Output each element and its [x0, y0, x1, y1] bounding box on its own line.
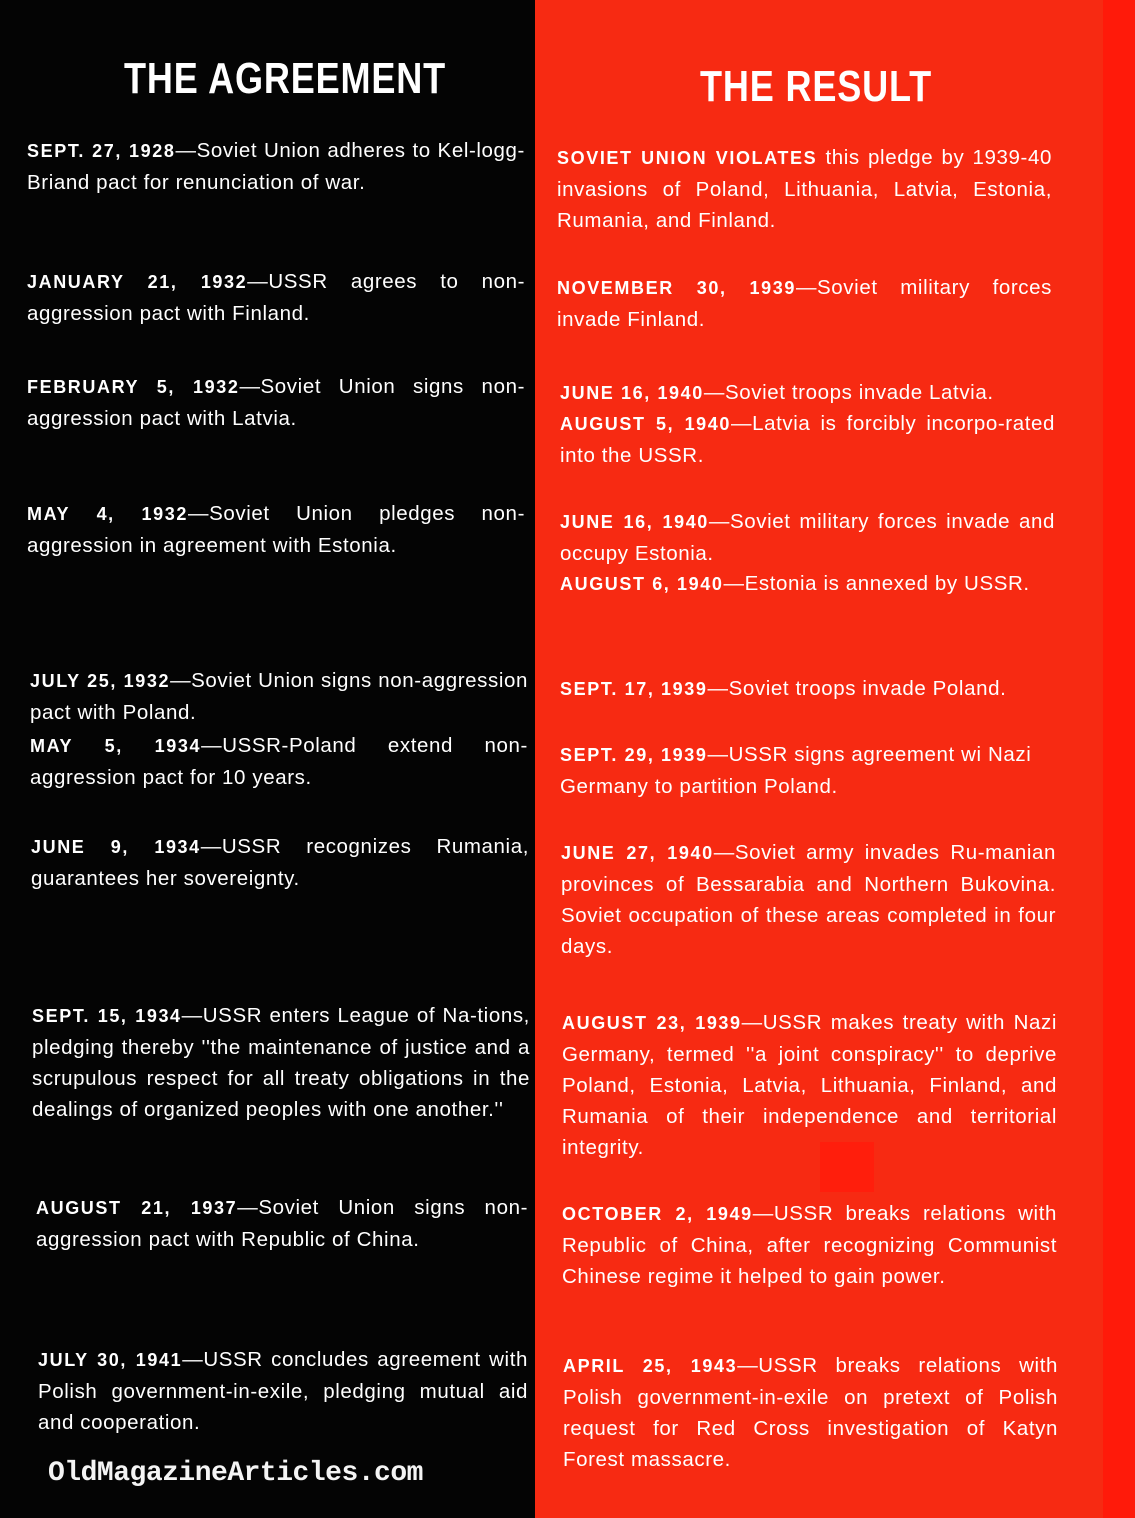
result-entry — [562, 1007, 1057, 1163]
entry-date: FEBRUARY 5, 1932 — [27, 377, 240, 397]
result-entry — [560, 673, 1055, 705]
agreement-entry — [30, 665, 528, 728]
entry-text: —USSR agrees to non-aggression pact with Finland. — [27, 270, 526, 325]
watermark: OldMagazineArticles.com — [48, 1458, 423, 1489]
entry-date: SEPT. 17, 1939 — [560, 679, 708, 699]
entry-date: JUNE 16, 1940 — [560, 383, 704, 403]
result-entry — [560, 408, 1055, 471]
entry-text: —USSR recognizes Rumania, guarantees her sovereignty. — [31, 835, 529, 890]
entry-date: JULY 25, 1932 — [30, 671, 171, 691]
entry-text: —USSR concludes agreement with Polish government-in-exile, pledging mutual aid and cooperation. — [38, 1348, 528, 1434]
entry-text: —Soviet troops invade Latvia. — [703, 381, 994, 404]
entry-text: —Estonia is annexed by USSR. — [723, 572, 1030, 595]
entry-date: AUGUST 5, 1940 — [560, 414, 732, 434]
entry-text: —USSR-Poland extend non-aggression pact for 10 years. — [30, 734, 528, 789]
result-entry — [562, 1198, 1057, 1292]
entry-text: —USSR enters League of Na-tions, pledging thereby ''the maintenance of justice and a scrupulous respect for all treaty obligations in the dealings of organized peoples with one another.'' — [32, 1004, 530, 1121]
result-entry — [557, 142, 1052, 236]
result-entry — [560, 739, 1036, 802]
entry-text: —Soviet army invades Ru-manian provinces of Bessarabia and Northern Bukovina. Soviet occupation of these areas completed in four days. — [561, 841, 1056, 958]
result-entry — [560, 377, 1055, 409]
agreement-entry — [38, 1344, 528, 1438]
entry-date: JUNE 9, 1934 — [31, 837, 201, 857]
result-entry — [563, 1350, 1058, 1475]
entry-date: SEPT. 27, 1928 — [27, 141, 176, 161]
entry-date: JANUARY 21, 1932 — [27, 272, 248, 292]
entry-text: —Soviet Union adheres to Kel-logg-Briand pact for renunciation of war. — [27, 139, 525, 194]
entry-text: —USSR breaks relations with Republic of China, after recognizing Communist Chinese regime it helped to gain power. — [562, 1202, 1058, 1288]
entry-date: JUNE 27, 1940 — [561, 843, 714, 863]
result-title: THE RESULT — [700, 62, 933, 111]
right-edge-strip — [1103, 0, 1135, 1518]
result-entry — [560, 568, 1055, 600]
agreement-entry — [32, 1000, 530, 1125]
entry-text: —Soviet military forces invade Finland. — [557, 276, 1052, 331]
entry-date: MAY 5, 1934 — [30, 736, 202, 756]
agreement-title: THE AGREEMENT — [124, 54, 447, 103]
entry-date: MAY 4, 1932 — [27, 504, 188, 524]
entry-text: —Soviet military forces invade and occupy Estonia. — [560, 510, 1055, 565]
entry-text: —USSR breaks relations with Polish government-in-exile on pretext of Polish request for Red Cross investigation of Katyn Forest massacre. — [563, 1354, 1058, 1471]
agreement-entry — [36, 1192, 528, 1255]
entry-date: OCTOBER 2, 1949 — [562, 1204, 753, 1224]
entry-text: —USSR makes treaty with Nazi Germany, termed ''a joint conspiracy'' to deprive Poland, Estonia, Latvia, Lithuania, Finland, and Rumania of their independence and territorial integrity. — [562, 1011, 1057, 1159]
agreement-entry — [27, 498, 525, 561]
entry-text: —USSR signs agreement wi Nazi Germany to partition Poland. — [560, 743, 1032, 798]
entry-text: —Soviet Union signs non-aggression pact with Latvia. — [27, 375, 525, 430]
agreement-entry — [27, 371, 525, 434]
agreement-entry — [27, 266, 525, 329]
entry-date: JULY 30, 1941 — [38, 1350, 183, 1370]
entry-text: —Soviet troops invade Poland. — [707, 677, 1007, 700]
entry-text: —Soviet Union pledges non-aggression in agreement with Estonia. — [27, 502, 525, 557]
agreement-entry — [30, 730, 528, 793]
entry-date: JUNE 16, 1940 — [560, 512, 709, 532]
agreement-entry — [27, 135, 525, 198]
agreement-entry — [31, 831, 529, 894]
result-entry — [557, 272, 1052, 335]
entry-text: —Soviet Union signs non-aggression pact with Poland. — [30, 669, 528, 724]
entry-date: NOVEMBER 30, 1939 — [557, 278, 796, 298]
entry-date: SOVIET UNION VIOLATES — [557, 148, 818, 168]
entry-text: —Soviet Union signs non-aggression pact with Republic of China. — [36, 1196, 528, 1251]
result-entry — [561, 837, 1056, 962]
entry-date: AUGUST 23, 1939 — [562, 1013, 742, 1033]
entry-date: APRIL 25, 1943 — [563, 1356, 738, 1376]
entry-date: AUGUST 6, 1940 — [560, 574, 724, 594]
entry-text: this pledge by 1939-40 invasions of Poland, Lithuania, Latvia, Estonia, Rumania, and Finland. — [557, 146, 1052, 232]
result-entry — [560, 506, 1055, 569]
entry-date: SEPT. 29, 1939 — [560, 745, 708, 765]
entry-text: —Latvia is forcibly incorpo-rated into the USSR. — [560, 412, 1055, 467]
entry-date: SEPT. 15, 1934 — [32, 1006, 182, 1026]
entry-date: AUGUST 21, 1937 — [36, 1198, 238, 1218]
